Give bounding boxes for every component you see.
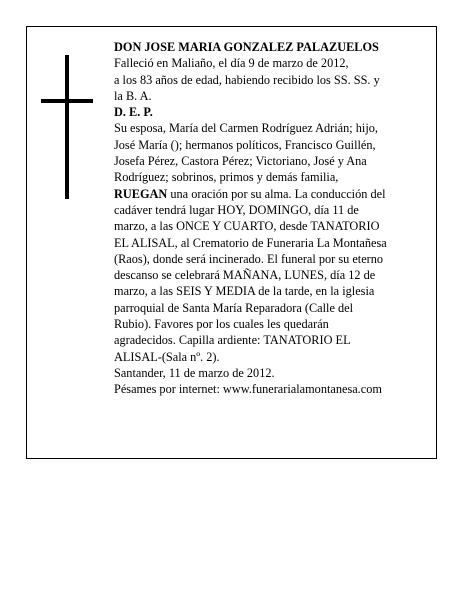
death-line-1: Falleció en Maliaño, el día 9 de marzo de 2012, bbox=[114, 56, 349, 71]
obituary-card bbox=[26, 26, 437, 459]
death-line-2: a los 83 años de edad, habiendo recibido los SS. SS. y bbox=[114, 72, 380, 87]
detail-line-2: marzo, a las ONCE Y CUARTO, desde TANATORIO bbox=[114, 219, 380, 234]
detail-line-9: agradecidos. Capilla ardiente: TANATORIO EL bbox=[114, 333, 351, 348]
detail-line-4: (Raos), donde será incinerado. El funeral por su eterno bbox=[114, 251, 384, 266]
cross-vertical-bar bbox=[65, 55, 69, 199]
detail-line-5: descanso se celebrará MAÑANA, LUNES, día 12 de bbox=[114, 268, 376, 283]
ruegan-line bbox=[114, 186, 426, 202]
family-line-3: Josefa Pérez, Castora Pérez; Victoriano, José y Ana bbox=[114, 154, 367, 169]
family-line-2: José María (); hermanos políticos, Francisco Guillén, bbox=[114, 137, 376, 152]
detail-line-7: parroquial de Santa María Reparadora (Calle del bbox=[114, 300, 354, 315]
cross-horizontal-bar bbox=[41, 99, 93, 103]
family-line-4: Rodríguez; sobrinos, primos y demás familia, bbox=[114, 170, 339, 185]
ruegan-word: RUEGAN bbox=[114, 186, 168, 201]
death-line-3: la B. A. bbox=[114, 88, 152, 103]
condolences-line: Pésames por internet: www.funerarialamontanesa.com bbox=[114, 382, 382, 397]
dep-label: D. E. P. bbox=[114, 105, 153, 120]
deceased-name: DON JOSE MARIA GONZALEZ PALAZUELOS bbox=[114, 40, 379, 54]
family-line-1: Su esposa, María del Carmen Rodríguez Adrián; hijo, bbox=[114, 121, 378, 136]
detail-line-10: ALISAL-(Sala nº. 2). bbox=[114, 349, 220, 364]
detail-line-8: Rubio). Favores por los cuales les quedarán bbox=[114, 317, 329, 332]
cross-icon bbox=[41, 55, 93, 199]
obituary-text bbox=[114, 39, 426, 398]
detail-line-1: cadáver tendrá lugar HOY, DOMINGO, día 11 de bbox=[114, 202, 359, 217]
place-date: Santander, 11 de marzo de 2012. bbox=[114, 365, 275, 380]
ruegan-rest: una oración por su alma. La conducción del bbox=[167, 186, 386, 201]
detail-line-3: EL ALISAL, al Crematorio de Funeraria La Montañesa bbox=[114, 235, 387, 250]
detail-line-6: marzo, a las SEIS Y MEDIA de la tarde, en la iglesia bbox=[114, 284, 375, 299]
